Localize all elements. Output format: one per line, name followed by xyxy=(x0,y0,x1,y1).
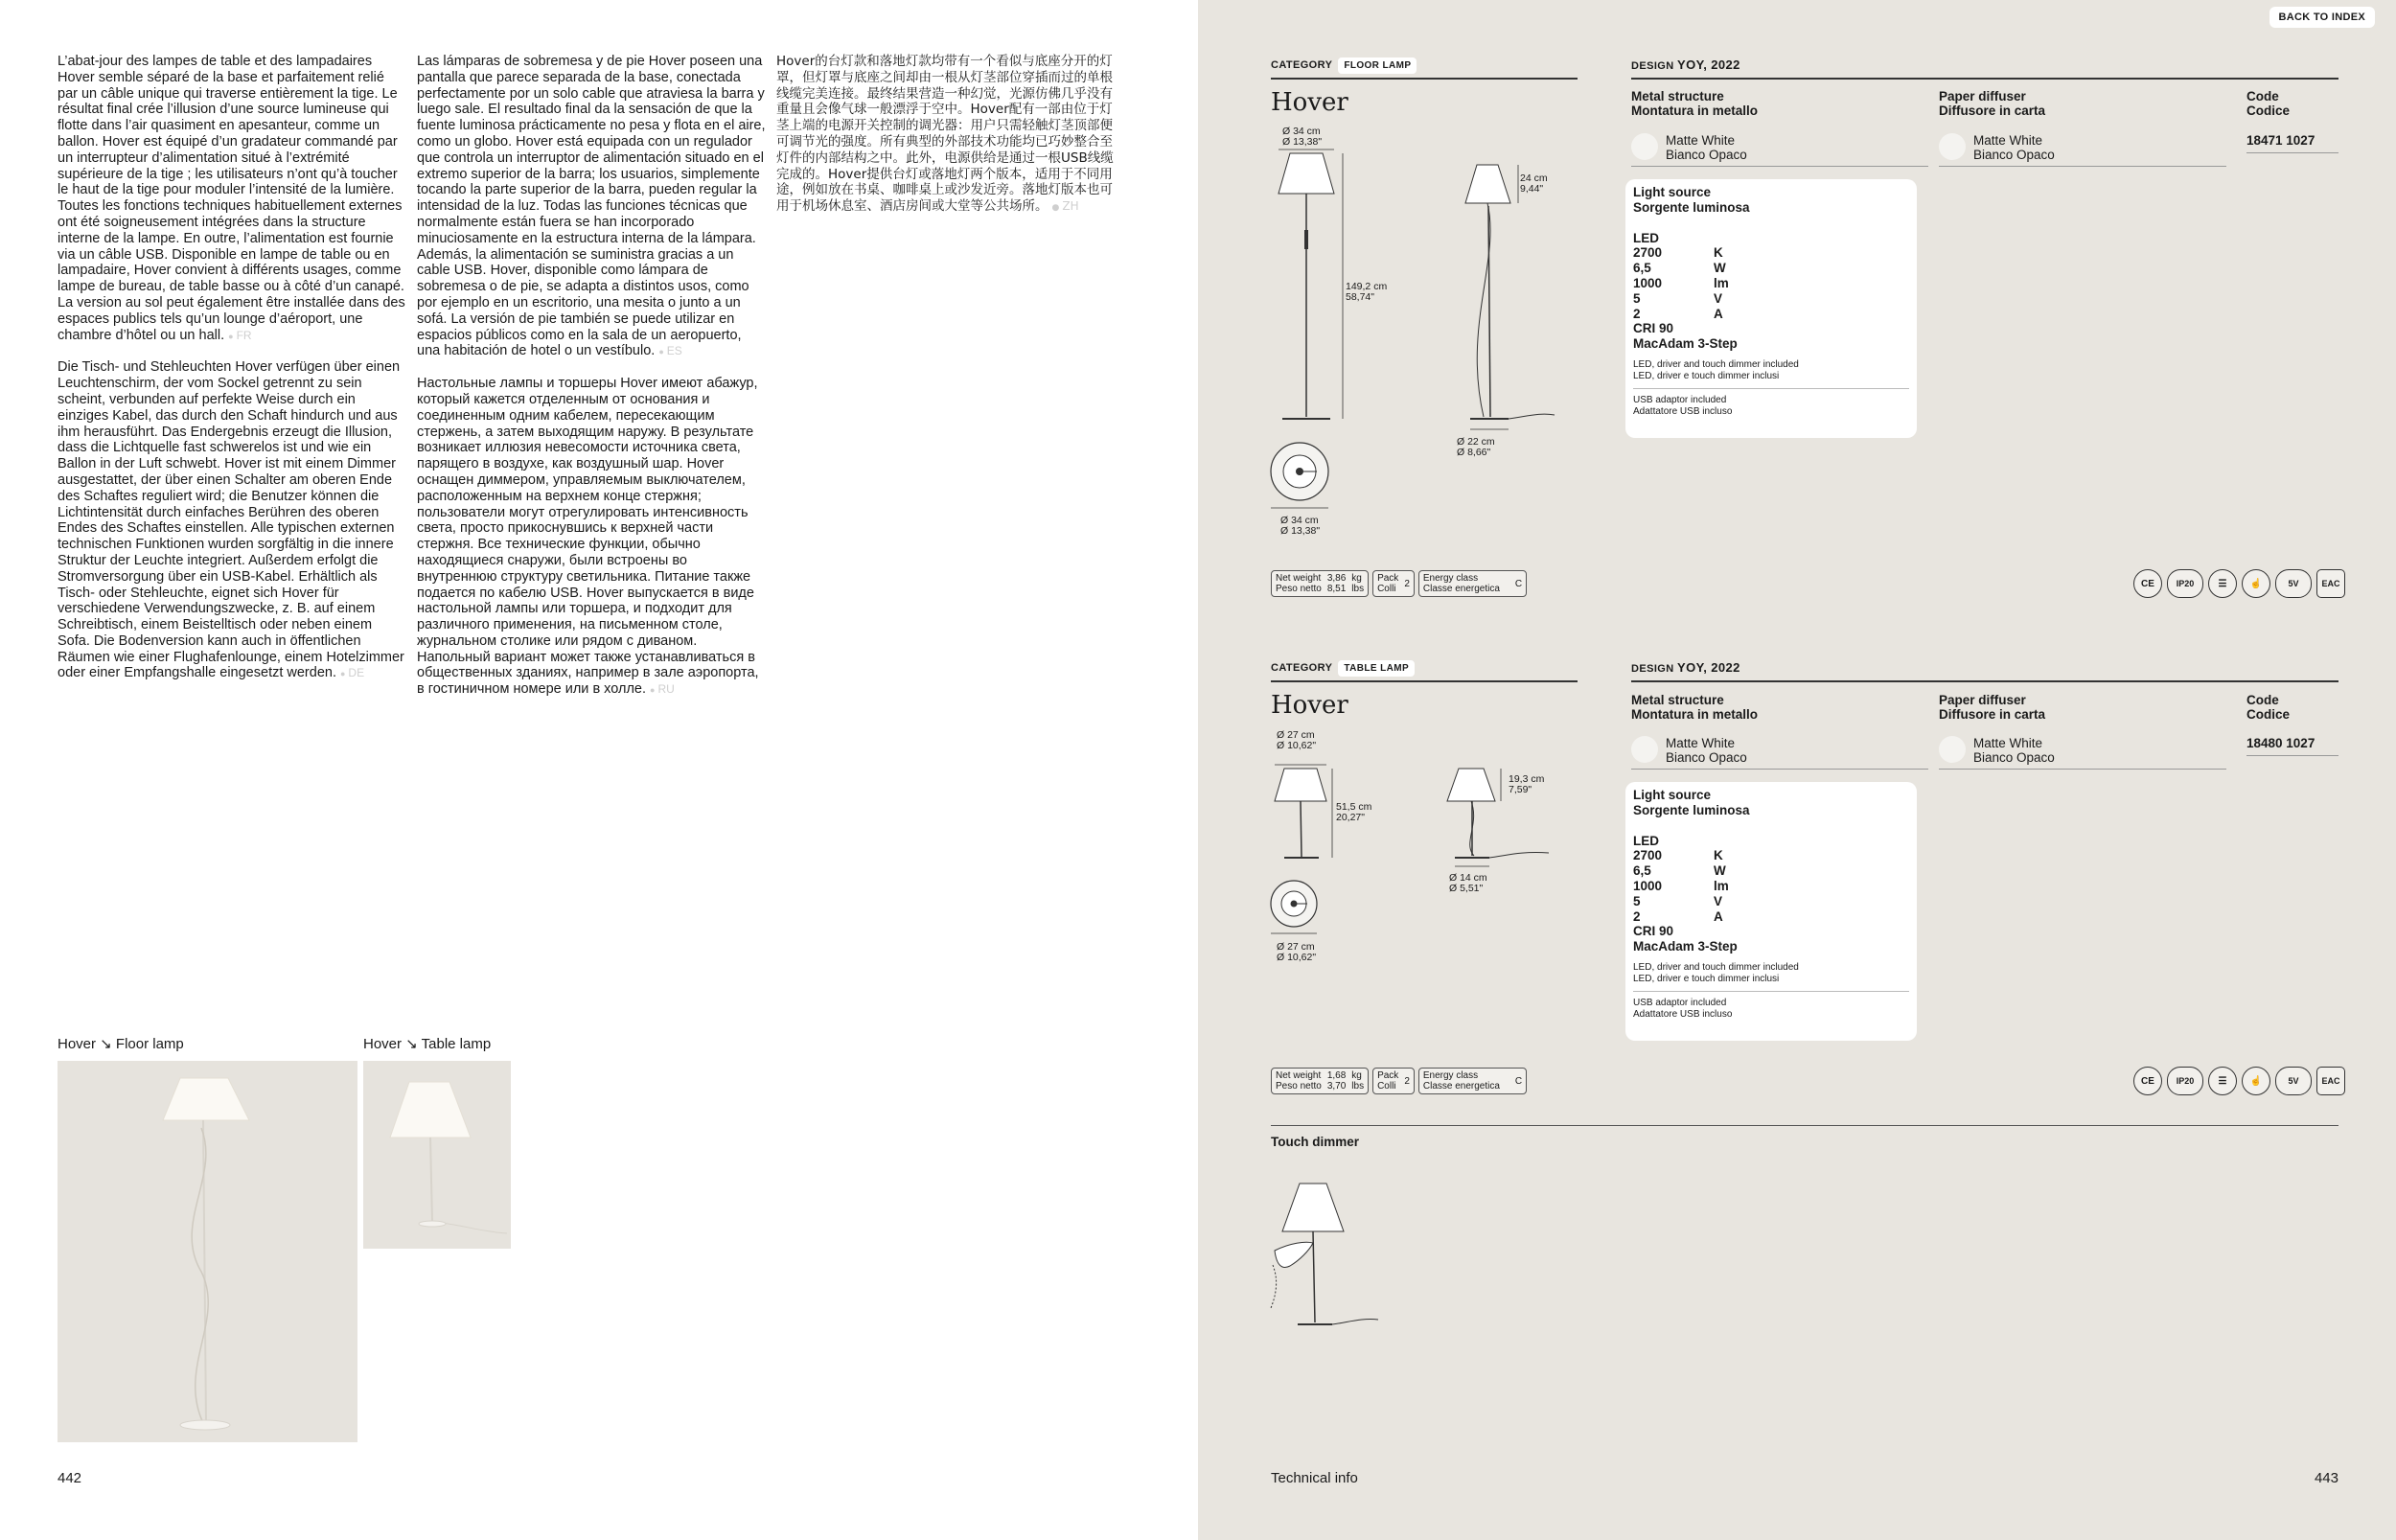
metal-color: Matte White Bianco Opaco xyxy=(1666,133,1747,162)
caption-table-lamp: Hover ↘ Table lamp xyxy=(363,1036,492,1052)
text-column-zh xyxy=(776,54,1121,232)
caption-floor-lamp: Hover ↘ Floor lamp xyxy=(58,1036,184,1052)
paragraph-es: Las lámparas de sobremesa y de pie Hover poseen una pantalla que parece separada de la base, conectada perfectamente por un solo cable que atraviesa la barra y luego sale. El resultado final da la sensación de que la fuente luminosa prácticamente no pesa y flota en el aire, como un globo. Hover está equipada con un regulador que controla un interruptor de alimentación situado en el extremo superior de la barra; los usuarios, simplemente tocando la parte superior de la barra, pueden regular la intensidad de la luz. Todas las funciones técnicas que normalmente están fuera se han incorporado minuciosamente en la estructura interna de la lámpara. Además, la alimentación se suministra gracias a un cable USB. Hover, disponible como lámpara de sobremesa o de pie, se adapta a distintos usos, como por ejemplo en un escritorio, una mesita o junto a un sofá. La versión de pie también se puede utilizar en espacios públicos como en la sala de un aeropuerto, una habitación de hotel o un vestíbulo.● ES xyxy=(417,54,767,360)
dim-base-diameter: Ø 14 cm Ø 5,51" xyxy=(1449,872,1487,894)
pack-box: Pack Colli 2 xyxy=(1372,570,1415,597)
light-specs-table: 2700 K 6,5 W 1000 lm 5 V 2 A xyxy=(1633,245,1729,321)
paragraph-ru: Настольные лампы и торшеры Hover имеют абажур, который кажется отделенным от основания и соединенным одним кабелем, пересекающим стержень, а затем выходящим наружу. В результате возникает иллюзия невесомости источника света, парящего в воздухе, как воздушный шар. Hover оснащен диммером, управляемым выключателем, расположенным на верхнем конце стержня; пользователи могут отрегулировать интенсивность света, просто прикоснувшись к верхней части стержня. Все технические функции, обычно находящиеся снаружи, были встроены во внутреннюю структуру светильника. Питание также подается по кабелю USB. Hover выпускается в виде настольной лампы или торшера, и подходит для различного применения, на письменном столе, журнальном столике или рядом с диваном. Напольный вариант может также устанавливаться в общественных зданиях, например в зале аэропорта, в гостиничном номере или в холле.● RU xyxy=(417,376,767,699)
certification-icons xyxy=(2133,1067,2345,1095)
divider xyxy=(1939,769,2226,770)
paper-diffuser-label: Paper diffuser Diffusore in carta xyxy=(1939,89,2046,118)
dim-shade-height: 24 cm 9,44" xyxy=(1520,172,1548,195)
matte-white-swatch xyxy=(1939,133,1966,160)
footer-label: Technical info xyxy=(1271,1470,1358,1486)
eac-icon: EAC xyxy=(2316,1067,2345,1095)
design-header: DESIGN YOY, 2022 xyxy=(1631,660,1740,675)
metal-color: Matte White Bianco Opaco xyxy=(1666,736,1747,765)
text-column-es-ru xyxy=(417,54,767,714)
divider xyxy=(1271,78,1578,80)
divider xyxy=(2246,755,2338,756)
metal-structure-label: Metal structure Montatura in metallo xyxy=(1631,693,1759,722)
light-source-box: Light source Sorgente luminosa LED 2700 K 6,5 W 1000 lm 5 V 2 A CRI 90 MacAdam 3-Step LED, driver and touch dimmer included LED, driver e touch dimmer inclusi USB adaptor included Adattatore USB incluso xyxy=(1625,179,1917,438)
paragraph-de: Die Tisch- und Stehleuchten Hover verfügen über einen Leuchtenschirm, der vom Sockel getrennt zu sein scheint, verbunden auf perfekte Weise durch ein einziges Kabel, das durch den Schaft hindurch und aus ihm herausführt. Das Endergebnis erzeugt die Illusion, dass die Lichtquelle fast schwerelos ist und wie ein Ballon in der Luft schwebt. Hover ist mit einem Dimmer ausgestattet, der über einen Schalter am oberen Ende des Schaftes reguliert wird; die Benutzer können die Lichtintensität durch einfaches Berühren des oberen Endes des Schaftes einstellen. Alle typischen externen technischen Funktionen wurden sorgfältig in die innere Struktur der Leuchte integriert. Außerdem erfolgt die Stromversorgung über ein USB-Kabel. Erhältlich als Tisch- oder Stehleuchte, eignet sich Hover für verschiedene Verwendungszwecke, z. B. auf einem Schreibtisch, einem Beistelltisch oder neben einem Sofa. Die Bodenversion kann auch in öffentlichen Räumen wie einer Flughafenlounge, einem Hotelzimmer oder einer Empfangshalle eingesetzt werden.● DE xyxy=(58,359,407,682)
5v-icon: 5V xyxy=(2275,1067,2312,1095)
dim-base-diameter: Ø 22 cm Ø 8,66" xyxy=(1457,436,1495,458)
certification-icons xyxy=(2133,569,2345,598)
category-header: CATEGORY FLOOR LAMP xyxy=(1271,57,1417,74)
light-source-box: Light source Sorgente luminosa LED 2700 K 6,5 W 1000 lm 5 V 2 A CRI 90 MacAdam 3-Step LED, driver and touch dimmer included LED, driver e touch dimmer inclusi USB adaptor included Adattatore USB incluso xyxy=(1625,782,1917,1041)
dim-height: 149,2 cm 58,74" xyxy=(1346,281,1388,303)
ce-icon: CE xyxy=(2133,569,2162,598)
dim-shade-height: 19,3 cm 7,59" xyxy=(1509,773,1545,795)
divider xyxy=(1631,78,2338,80)
back-to-index-button[interactable]: BACK TO INDEX xyxy=(2269,7,2375,28)
divider xyxy=(1271,680,1578,682)
class-iii-icon: ☰ xyxy=(2208,569,2237,598)
category-pill: TABLE LAMP xyxy=(1338,660,1415,677)
code-label: Code Codice xyxy=(2246,693,2291,722)
paper-color: Matte White Bianco Opaco xyxy=(1973,736,2055,765)
table-lamp-illustration xyxy=(363,1061,511,1249)
page-number-left: 442 xyxy=(58,1470,82,1486)
dim-height: 51,5 cm 20,27" xyxy=(1336,801,1372,823)
ce-icon: CE xyxy=(2133,1067,2162,1095)
touch-icon: ☝ xyxy=(2242,1067,2270,1095)
category-header: CATEGORY TABLE LAMP xyxy=(1271,660,1415,677)
touch-dimmer-illustration xyxy=(1271,1174,1395,1337)
floor-lamp-illustration xyxy=(58,1061,357,1442)
dim-plan-diameter: Ø 27 cm Ø 10,62" xyxy=(1277,941,1317,963)
divider xyxy=(1631,680,2338,682)
energy-class-box: Energy class Classe energetica C xyxy=(1418,570,1527,597)
product-name: Hover xyxy=(1271,88,1348,117)
touch-dimmer-label: Touch dimmer xyxy=(1271,1135,1360,1149)
energy-class-box: Energy class Classe energetica C xyxy=(1418,1068,1527,1094)
category-pill: FLOOR LAMP xyxy=(1338,57,1417,74)
design-header: DESIGN YOY, 2022 xyxy=(1631,57,1740,72)
dim-plan-diameter: Ø 34 cm Ø 13,38" xyxy=(1280,515,1321,537)
divider xyxy=(1939,166,2226,167)
floor-lamp-photo xyxy=(58,1061,357,1442)
divider xyxy=(1631,769,1928,770)
net-weight-box: Net weight Peso netto 3,86 8,51 kg lbs xyxy=(1271,570,1369,597)
divider xyxy=(1271,1125,2338,1126)
table-lamp-technical-drawing xyxy=(1271,728,1578,977)
matte-white-swatch xyxy=(1631,133,1658,160)
divider xyxy=(1631,166,1928,167)
product-code: 18471 1027 xyxy=(2246,133,2315,148)
pack-box: Pack Colli 2 xyxy=(1372,1068,1415,1094)
divider xyxy=(2246,152,2338,153)
dim-shade-diameter: Ø 34 cm Ø 13,38" xyxy=(1282,126,1323,148)
product-name: Hover xyxy=(1271,691,1348,720)
weight-pack-energy-row xyxy=(1271,1068,1527,1094)
class-iii-icon: ☰ xyxy=(2208,1067,2237,1095)
text-column-fr-de xyxy=(58,54,407,698)
paper-diffuser-label: Paper diffuser Diffusore in carta xyxy=(1939,693,2046,722)
matte-white-swatch xyxy=(1939,736,1966,763)
page-number-right: 443 xyxy=(2314,1470,2338,1486)
ip20-icon: IP20 xyxy=(2167,1067,2203,1095)
dim-shade-diameter: Ø 27 cm Ø 10,62" xyxy=(1277,729,1317,751)
metal-structure-label: Metal structure Montatura in metallo xyxy=(1631,89,1759,118)
5v-icon: 5V xyxy=(2275,569,2312,598)
table-lamp-photo xyxy=(363,1061,511,1249)
net-weight-box: Net weight Peso netto 1,68 3,70 kg lbs xyxy=(1271,1068,1369,1094)
weight-pack-energy-row xyxy=(1271,570,1527,597)
paper-color: Matte White Bianco Opaco xyxy=(1973,133,2055,162)
eac-icon: EAC xyxy=(2316,569,2345,598)
paragraph-fr: L’abat-jour des lampes de table et des lampadaires Hover semble séparé de la base et parfaitement relié par un câble unique qui traverse entièrement la tige. Le résultat final crée l’illusion d’une source lumineuse qui flotte dans l’air quasiment en apesanteur, comme un ballon. Hover est équipé d’un gradateur commandé par un interrupteur d’alimentation situé à l’extrémité supérieure de la tige ; les utilisateurs n’ont qu’à toucher le haut de la tige pour moduler l’intensité de la lumière. Toutes les fonctions techniques habituellement externes ont été soigneusement intégrées dans la structure interne de la lampe. En outre, l’alimentation est fournie via un câble USB. Disponible en lampe de table ou en lampadaire, Hover convient à différents usages, comme lampe de bureau, de table basse ou à côté d’un canapé. La version au sol peut également être installée dans des espaces publics tels qu’un lounge d’aéroport, une chambre d’hôtel ou un hall.● FR xyxy=(58,54,407,344)
touch-icon: ☝ xyxy=(2242,569,2270,598)
right-page xyxy=(1198,0,2396,1540)
paragraph-zh: Hover的台灯款和落地灯款均带有一个看似与底座分开的灯罩，但灯罩与底座之间却由一根从灯茎部位穿插而过的单根线缆完美连接。最终结果营造一种幻觉，光源仿佛几乎没有重量且会像气球一般漂浮于空中。Hover配有一部由位于灯茎上端的电源开关控制的调光器：用户只需轻触灯茎顶部便可调节光的强度。所有典型的外部技术功能均已巧妙整合至灯件的内部结构之中。此外，电源供给是通过一根USB线缆完成的。Hover提供台灯或落地灯两个版本，适用于不同用途，例如放在书桌、咖啡桌上或沙发近旁。落地灯版本也可用于机场休息室、酒店房间或大堂等公共场所。● ZH xyxy=(776,54,1121,217)
matte-white-swatch xyxy=(1631,736,1658,763)
ip20-icon: IP20 xyxy=(2167,569,2203,598)
product-code: 18480 1027 xyxy=(2246,736,2315,750)
light-specs-table: 2700 K 6,5 W 1000 lm 5 V 2 A xyxy=(1633,848,1729,924)
code-label: Code Codice xyxy=(2246,89,2291,118)
